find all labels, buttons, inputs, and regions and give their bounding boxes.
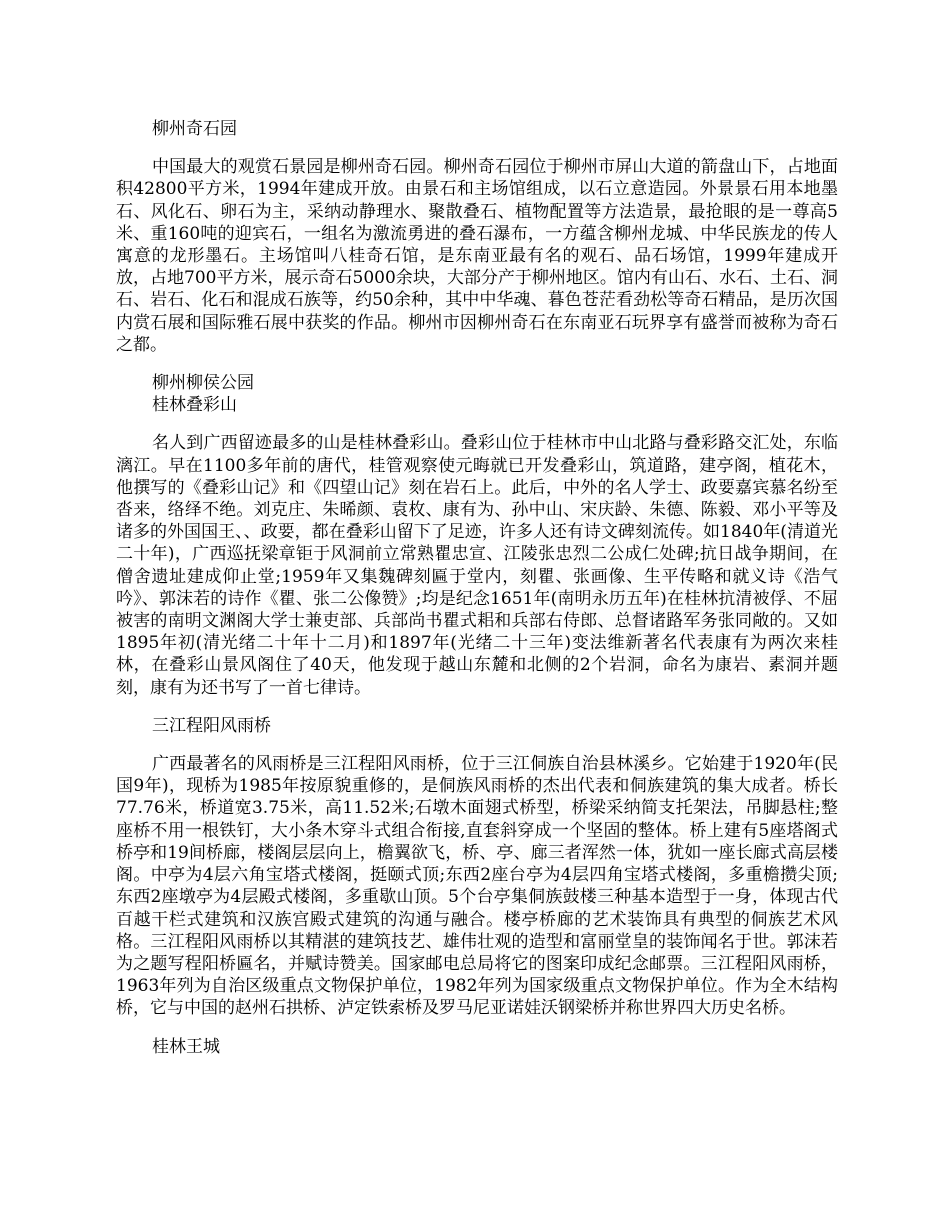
section-heading-liuhou-park: 柳州柳侯公园: [152, 373, 254, 394]
section-body-diecai-hill: 名人到广西留迹最多的山是桂林叠彩山。叠彩山位于桂林市中山北路与叠彩路交汇处，东临漓江。早在1100多年前的唐代，桂管观察使元晦就已开发叠彩山，筑道路，建亭阁，植花木，他撰写的《叠彩山记》和《四望山记》刻在岩石上。此后，中外的名人学士、政要嘉宾慕名纷至沓来，络绎不绝。刘克庄、朱晞颜、袁枚、康有为、孙中山、宋庆龄、朱德、陈毅、邓小平等及诸多的外国国王、、政要，都在叠彩山留下了足迹，许多人还有诗文碑刻流传。如1840年(清道光二十年)，广西巡抚梁章钜于风洞前立常熟瞿忠宣、江陵张忠烈二公成仁处碑;抗日战争期间，在僧舍遗址建成仰止堂;1959年又集魏碑刻匾于堂内，刻瞿、张画像、生平传略和就义诗《浩气吟》、郭沫若的诗作《瞿、张二公像赞》;均是纪念1651年(南明永历五年)在桂林抗清被俘、不屈被害的南明文渊阁大学士兼吏部、兵部尚书瞿式耜和兵部右侍郎、总督诸路军务张同敞的。又如1895年初(清光绪二十年十二月)和1897年(光绪二十三年)变法维新著名代表康有为两次来桂林，在叠彩山景风阁住了40天，他发现于越山东麓和北侧的2个岩洞，命名为康岩、素洞并题刻，康有为还书写了一首七律诗。: [116, 433, 838, 698]
section-body-liuzhou-stone-garden: 中国最大的观赏石景园是柳州奇石园。柳州奇石园位于柳州市屏山大道的箭盘山下，占地面积42800平方米，1994年建成开放。由景石和主场馆组成，以石立意造园。外景景石用本地墨石、风化石、卵石为主，采纳动静理水、聚散叠石、植物配置等方法造景，最抢眼的是一尊高5米、重160吨的迎宾石，一组名为激流勇进的叠石瀑布，一方蕴含柳州龙城、中华民族龙的传人寓意的龙形墨石。主场馆叫八桂奇石馆，是东南亚最有名的观石、品石场馆，1999年建成开放，占地700平方米，展示奇石5000余块，大部分产于柳州地区。馆内有山石、水石、土石、洞石、岩石、化石和混成石族等，约50余种，其中中华魂、暮色苍茫看劲松等奇石精品，是历次国内赏石展和国际雅石展中获奖的作品。柳州市因柳州奇石在东南亚石玩界享有盛誉而被称为奇石之都。: [116, 157, 838, 355]
section-heading-guilin-royal-city: 桂林王城: [152, 1036, 220, 1057]
section-heading-liuzhou-stone-garden: 柳州奇石园: [152, 119, 237, 139]
section-heading-diecai-hill: 桂林叠彩山: [152, 395, 237, 416]
document-page: [116, 118, 838, 1058]
section-body-chengyang-bridge: 广西最著名的风雨桥是三江程阳风雨桥，位于三江侗族自治县林溪乡。它始建于1920年(民国9年)，现桥为1985年按原貌重修的，是侗族风雨桥的杰出代表和侗族建筑的集大成者。桥长77.76米，桥道宽3.75米，高11.52米;石墩木面翅式桥型，桥梁采纳简支托架法，吊脚悬柱;整座桥不用一根铁钉，大小条木穿斗式组合衔接,直套斜穿成一个坚固的整体。桥上建有5座塔阁式桥亭和19间桥廊，楼阁层层向上，檐翼欲飞，桥、亭、廊三者浑然一体，犹如一座长廊式高层楼阁。中亭为4层六角宝塔式楼阁，挺颐式顶;东西2座台亭为4层四角宝塔式楼阁，多重檐攒尖顶;东西2座墩亭为4层殿式楼阁，多重歇山顶。5个台亭集侗族鼓楼三种基本造型于一身，体现古代百越干栏式建筑和汉族宫殿式建筑的沟通与融合。楼亭桥廊的艺术装饰具有典型的侗族艺术风格。三江程阳风雨桥以其精湛的建筑技艺、雄伟壮观的造型和富丽堂皇的装饰闻名于世。郭沫若为之题写程阳桥匾名，并赋诗赞美。国家邮电总局将它的图案印成纪念邮票。三江程阳风雨桥，1963年列为自治区级重点文物保护单位，1982年列为国家级重点文物保护单位。作为全木结构桥，它与中国的赵州石拱桥、泸定铁索桥及罗马尼亚诺娃沃钢梁桥并称世界四大历史名桥。: [116, 754, 838, 1019]
section-heading-chengyang-bridge: 三江程阳风雨桥: [152, 715, 271, 736]
